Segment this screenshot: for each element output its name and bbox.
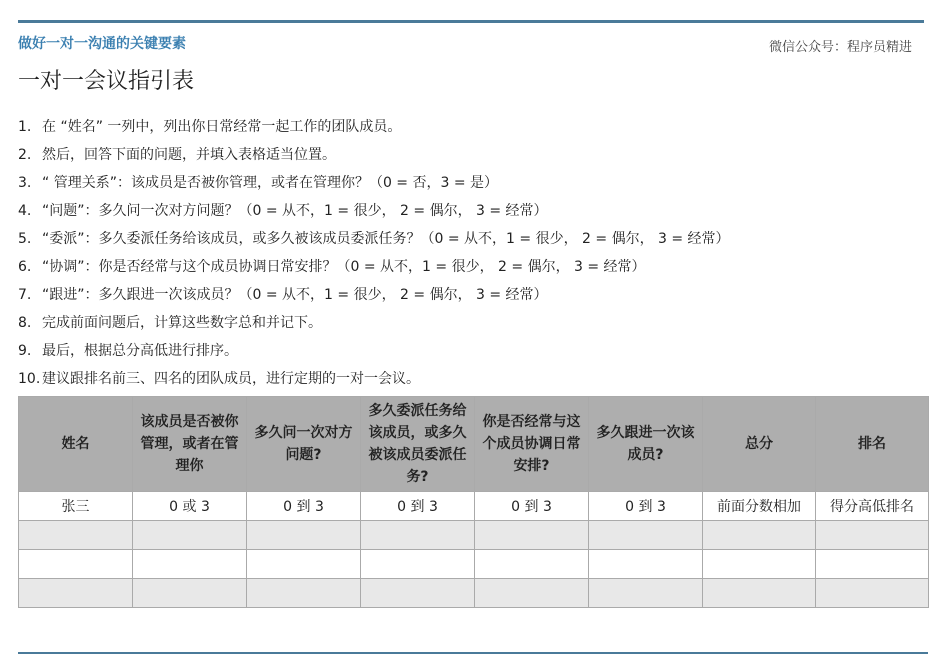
table-cell <box>703 550 816 579</box>
table-row <box>19 492 929 521</box>
table-row <box>19 550 929 579</box>
table-header-row <box>19 397 929 492</box>
table-cell <box>361 521 475 550</box>
table-cell <box>247 550 361 579</box>
instruction-number: 1. <box>18 119 32 135</box>
table-cell: 0 到 3 <box>475 492 589 521</box>
instruction-text: 在 “姓名” 一列中，列出你日常经常一起工作的团队成员。 <box>42 119 402 135</box>
column-header-name: 姓名 <box>19 397 133 492</box>
top-rule <box>18 20 924 23</box>
column-header-management: 该成员是否被你管理，或者在管理你 <box>133 397 247 492</box>
table-cell <box>247 579 361 608</box>
instruction-item <box>18 116 730 144</box>
instruction-item <box>18 200 730 228</box>
table-cell <box>703 521 816 550</box>
table-cell <box>816 579 929 608</box>
instruction-number: 5. <box>18 231 32 247</box>
instruction-text: “协调”：你是否经常与这个成员协调日常安排？（0 = 从不，1 = 很少， 2 = 偶尔， 3 = 经常） <box>42 259 646 275</box>
table-cell <box>361 579 475 608</box>
table-cell <box>361 550 475 579</box>
instruction-text: “ 管理关系”：该成员是否被你管理，或者在管理你？（0 = 否，3 = 是） <box>42 175 499 191</box>
page-title: 一对一会议指引表 <box>18 69 195 94</box>
table-cell: 0 到 3 <box>589 492 703 521</box>
wechat-account-label: 微信公众号：程序员精进 <box>768 40 912 55</box>
column-header-coordination: 你是否经常与这个成员协调日常安排? <box>475 397 589 492</box>
column-header-total: 总分 <box>703 397 816 492</box>
table-cell <box>133 521 247 550</box>
table-cell <box>475 579 589 608</box>
table-cell <box>19 550 133 579</box>
instruction-number: 9. <box>18 343 32 359</box>
table-cell: 张三 <box>19 492 133 521</box>
instruction-item <box>18 284 730 312</box>
instruction-item <box>18 312 730 340</box>
column-header-delegation: 多久委派任务给该成员，或多久被该成员委派任务? <box>361 397 475 492</box>
instruction-item <box>18 340 730 368</box>
meeting-guide-table <box>18 396 929 608</box>
table-cell <box>703 579 816 608</box>
table-cell: 得分高低排名 <box>816 492 929 521</box>
table-cell <box>589 550 703 579</box>
table-cell <box>816 521 929 550</box>
table-cell <box>589 521 703 550</box>
instruction-item <box>18 172 730 200</box>
table-cell <box>589 579 703 608</box>
bottom-rule <box>18 652 928 654</box>
instruction-item <box>18 368 730 396</box>
instruction-list <box>18 116 730 396</box>
column-header-rank: 排名 <box>816 397 929 492</box>
instruction-text: 建议跟排名前三、四名的团队成员，进行定期的一对一会议。 <box>42 371 420 387</box>
table-cell <box>475 521 589 550</box>
column-header-follow-up: 多久跟进一次该成员? <box>589 397 703 492</box>
instruction-number: 2. <box>18 147 32 163</box>
instruction-text: 然后，回答下面的问题，并填入表格适当位置。 <box>42 147 336 163</box>
instruction-number: 10. <box>18 371 41 387</box>
instruction-item <box>18 144 730 172</box>
table-row <box>19 579 929 608</box>
instruction-text: “委派”：多久委派任务给该成员，或多久被该成员委派任务？（0 = 从不，1 = 很少， 2 = 偶尔， 3 = 经常） <box>42 231 730 247</box>
instruction-number: 3. <box>18 175 32 191</box>
table-cell: 0 或 3 <box>133 492 247 521</box>
table-cell: 前面分数相加 <box>703 492 816 521</box>
column-header-questions: 多久问一次对方问题? <box>247 397 361 492</box>
table-cell <box>816 550 929 579</box>
instruction-number: 6. <box>18 259 32 275</box>
instruction-number: 4. <box>18 203 32 219</box>
table-cell <box>475 550 589 579</box>
instruction-text: “问题”：多久问一次对方问题？（0 = 从不，1 = 很少， 2 = 偶尔， 3 = 经常） <box>42 203 548 219</box>
instruction-number: 7. <box>18 287 32 303</box>
table-cell: 0 到 3 <box>247 492 361 521</box>
instruction-number: 8. <box>18 315 32 331</box>
instruction-text: 最后，根据总分高低进行排序。 <box>42 343 238 359</box>
table-cell <box>247 521 361 550</box>
table-cell <box>19 579 133 608</box>
instruction-item <box>18 228 730 256</box>
instruction-text: “跟进”：多久跟进一次该成员？（0 = 从不，1 = 很少， 2 = 偶尔， 3 = 经常） <box>42 287 548 303</box>
table-row <box>19 521 929 550</box>
table-cell: 0 到 3 <box>361 492 475 521</box>
instruction-text: 完成前面问题后，计算这些数字总和并记下。 <box>42 315 322 331</box>
section-title: 做好一对一沟通的关键要素 <box>18 36 186 52</box>
table-cell <box>133 579 247 608</box>
instruction-item <box>18 256 730 284</box>
table-cell <box>133 550 247 579</box>
table-cell <box>19 521 133 550</box>
